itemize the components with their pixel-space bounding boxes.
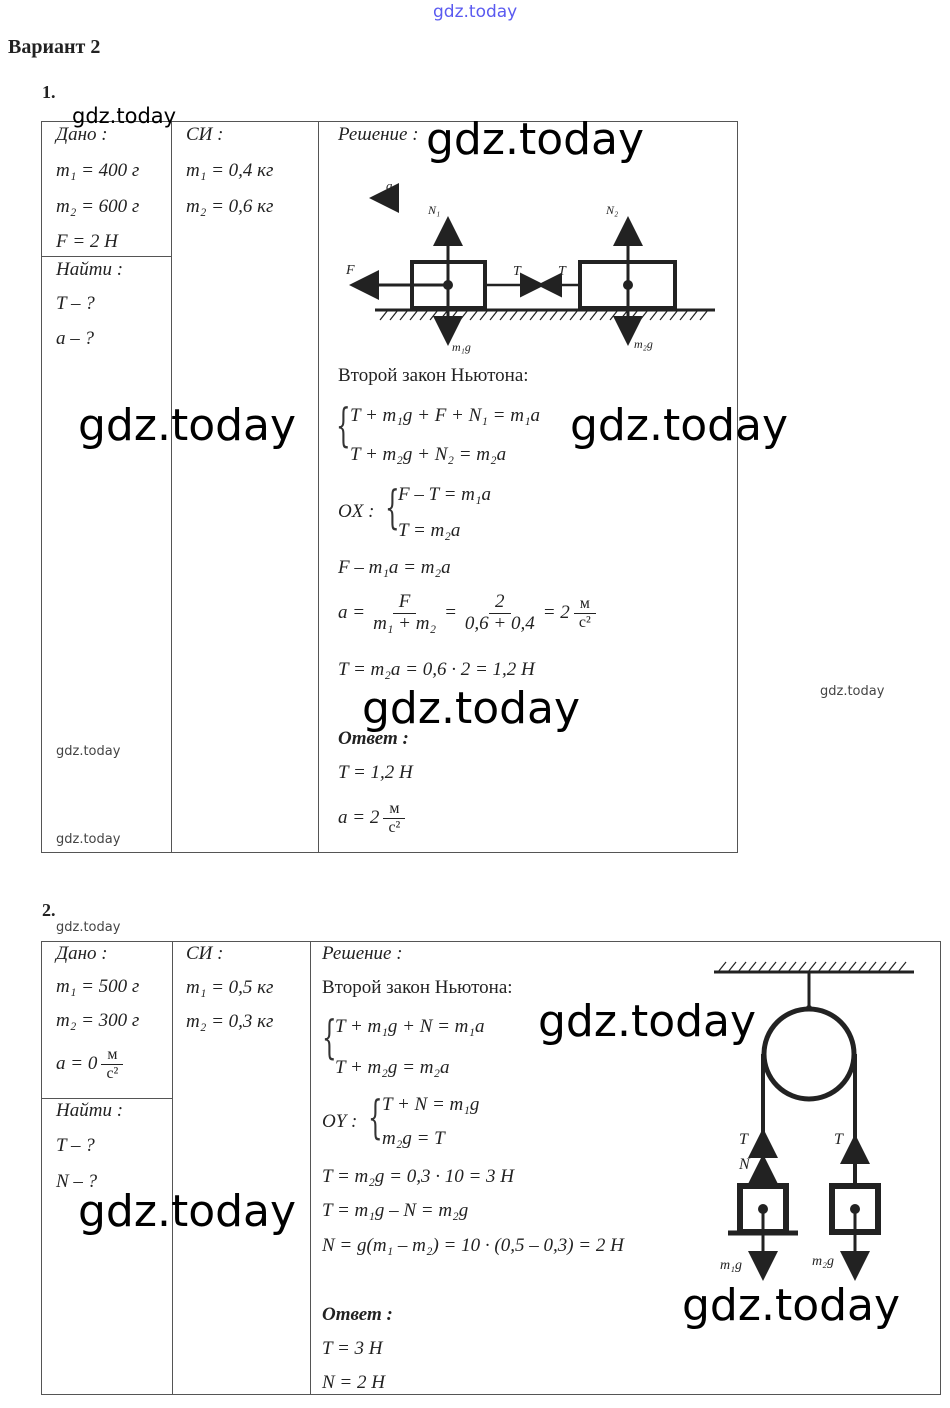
p1-eq2-lhs: a = bbox=[338, 602, 366, 624]
p2-eq-3: N = g(m₁ – m₂) = 10 · (0,5 – 0,3) = 2 Н bbox=[322, 1235, 624, 1256]
p2-si-label: СИ : bbox=[186, 943, 224, 964]
p1-axis-1: F – T = m₁a bbox=[398, 484, 491, 505]
p1-system-1: T + m₁g + F + N₁ = m₁a bbox=[350, 405, 541, 426]
p2-solution-label: Решение : bbox=[322, 943, 403, 964]
watermark: gdz.today bbox=[538, 996, 757, 1047]
watermark: gdz.today bbox=[570, 400, 789, 451]
watermark: gdz.today bbox=[78, 1186, 297, 1237]
p2-diag-N: N bbox=[739, 1156, 750, 1173]
p1-brace-1: { bbox=[336, 398, 351, 452]
p1-diag-F: F bbox=[346, 263, 355, 278]
p1-solution-label: Решение : bbox=[338, 124, 419, 145]
p1-given-label: Дано : bbox=[56, 124, 108, 145]
p2-si-2: m₂ = 0,3 кг bbox=[186, 1011, 274, 1032]
p1-find-1: T – ? bbox=[56, 293, 95, 314]
watermark: gdz.today bbox=[78, 400, 297, 451]
p1-given-2: m₂ = 600 г bbox=[56, 196, 140, 217]
p1-si-label: СИ : bbox=[186, 124, 224, 145]
p1-eq1: F – m₁a = m₂a bbox=[338, 557, 451, 578]
p1-answer-1: T = 1,2 Н bbox=[338, 762, 413, 783]
p2-law: Второй закон Ньютона: bbox=[322, 977, 513, 998]
variant-title: Вариант 2 bbox=[8, 36, 101, 58]
p1-find-label: Найти : bbox=[56, 259, 124, 280]
p1-eq2-unit: $\frac{м}{\text{с²}}$ bbox=[574, 595, 596, 631]
p1-diag-N2: N₂ bbox=[606, 203, 619, 217]
p1-diag-a: a bbox=[386, 178, 393, 193]
p1-eq2-res: = 2 bbox=[542, 602, 570, 624]
p1-law: Второй закон Ньютона: bbox=[338, 365, 529, 386]
p1-si-1: m₁ = 0,4 кг bbox=[186, 160, 274, 181]
p1-given-1: m₁ = 400 г bbox=[56, 160, 140, 181]
p2-si-1: m₁ = 0,5 кг bbox=[186, 977, 274, 998]
p1-diag-m1g: m₁g bbox=[452, 340, 471, 354]
problem-2-number: 2. bbox=[42, 900, 56, 920]
p1-blocks-diagram bbox=[330, 170, 730, 360]
watermark: gdz.today bbox=[682, 1280, 901, 1331]
p2-diag-T2: T bbox=[834, 1131, 843, 1148]
p1-axis: OX : bbox=[338, 501, 375, 522]
p1-answer-label: Ответ : bbox=[338, 728, 409, 749]
p1-si-2: m₂ = 0,6 кг bbox=[186, 196, 274, 217]
watermark: gdz.today bbox=[56, 832, 121, 847]
p2-answer-1: T = 3 Н bbox=[322, 1338, 383, 1359]
p1-answer-2: a = 2 $\frac{м}{\text{с²}}$ bbox=[338, 800, 409, 836]
watermark: gdz.today bbox=[362, 683, 581, 734]
p2-brace-1: { bbox=[322, 1010, 337, 1064]
p2-eq-2: T = m₁g – N = m₂g bbox=[322, 1200, 469, 1221]
p1-axis-2: T = m₂a bbox=[398, 520, 461, 541]
p1-diag-N1: N₁ bbox=[428, 203, 441, 217]
p1-find-2: a – ? bbox=[56, 328, 94, 349]
p2-diag-m2g: m₂g bbox=[812, 1254, 834, 1269]
p1-eq3: T = m₂a = 0,6 · 2 = 1,2 Н bbox=[338, 659, 535, 680]
p1-system-2: T + m₂g + N₂ = m₂a bbox=[350, 444, 507, 465]
p1-given-3: F = 2 Н bbox=[56, 231, 118, 252]
p1-eq2-frac2: $\frac{2}{0,6 + 0,4}$ bbox=[464, 591, 535, 634]
p2-axis-2: m₂g = T bbox=[382, 1128, 445, 1149]
p2-diag-T1: T bbox=[739, 1131, 748, 1148]
p2-given-1: m₁ = 500 г bbox=[56, 976, 140, 997]
p1-brace-2: { bbox=[385, 480, 400, 534]
p2-brace-2: { bbox=[368, 1090, 383, 1144]
watermark: gdz.today bbox=[56, 744, 121, 759]
p2-given-2: m₂ = 300 г bbox=[56, 1010, 140, 1031]
p1-diag-T1: T bbox=[513, 264, 521, 279]
p2-system-1: T + m₁g + N = m₁a bbox=[335, 1016, 485, 1037]
p2-answer-label: Ответ : bbox=[322, 1304, 393, 1325]
p1-diag-m2g: m₂g bbox=[634, 337, 653, 351]
watermark: gdz.today bbox=[56, 920, 121, 935]
p2-axis: OY : bbox=[322, 1111, 358, 1132]
p2-answer-2: N = 2 Н bbox=[322, 1372, 385, 1393]
p2-find-2: N – ? bbox=[56, 1171, 98, 1192]
p2-given-3: a = 0 $\frac{м}{\text{с²}}$ bbox=[56, 1046, 127, 1082]
p2-diag-m1g: m₁g bbox=[720, 1258, 742, 1273]
watermark: gdz.today bbox=[426, 114, 645, 165]
p1-eq2: a = $\frac{F}{\text{m₁ + m₂}}$ = $\frac{2}{0,6 + 0,4}$ = 2 $\frac{м}{\text{с²}}$ bbox=[338, 592, 600, 635]
watermark-top: gdz.today bbox=[433, 2, 518, 22]
p1-diag-T2: T bbox=[558, 264, 566, 279]
p2-find-label: Найти : bbox=[56, 1100, 124, 1121]
p2-eq-1: T = m₂g = 0,3 · 10 = 3 Н bbox=[322, 1166, 514, 1187]
p2-axis-1: T + N = m₁g bbox=[382, 1094, 480, 1115]
p2-system-2: T + m₂g = m₂a bbox=[335, 1057, 450, 1078]
watermark: gdz.today bbox=[72, 104, 177, 128]
p2-given-label: Дано : bbox=[56, 943, 108, 964]
watermark: gdz.today bbox=[820, 684, 885, 699]
problem-1-number: 1. bbox=[42, 82, 56, 102]
p2-find-1: T – ? bbox=[56, 1135, 95, 1156]
p1-eq2-frac1: $\frac{F}{\text{m₁ + m₂}}$ bbox=[373, 591, 437, 634]
